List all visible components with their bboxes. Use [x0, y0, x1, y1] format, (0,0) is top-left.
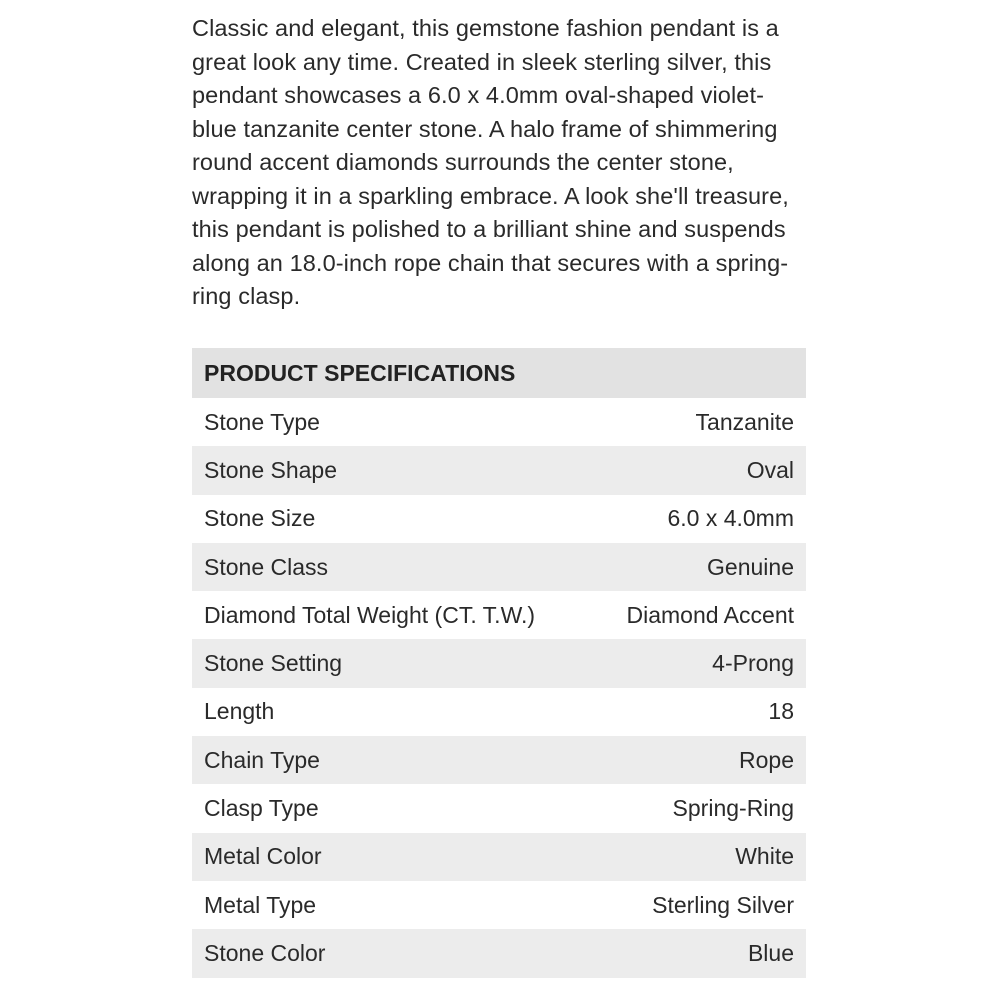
product-description	[192, 12, 812, 314]
spec-value: Sterling Silver	[652, 891, 794, 918]
spec-label: Stone Size	[204, 505, 316, 532]
spec-label: Length	[204, 698, 275, 725]
description-line: pendant showcases a 6.0 x 4.0mm oval-shaped violet-	[192, 82, 765, 108]
spec-row-clasp-type	[192, 784, 806, 832]
spec-row-stone-shape	[192, 446, 806, 494]
specifications-title: PRODUCT SPECIFICATIONS	[192, 348, 806, 398]
spec-label: Stone Color	[204, 939, 326, 966]
spec-label: Stone Class	[204, 553, 329, 580]
spec-row-diamond-total-weight	[192, 591, 806, 639]
spec-row-length	[192, 688, 806, 736]
spec-value: Blue	[747, 939, 794, 966]
spec-value: Diamond Accent	[626, 601, 794, 628]
description-line: this pendant is polished to a brilliant shine and suspends	[192, 216, 786, 242]
spec-value: Genuine	[707, 553, 794, 580]
spec-label: Stone Setting	[204, 650, 343, 677]
description-line: great look any time. Created in sleek sterling silver, this	[192, 48, 772, 75]
spec-row-stone-color	[192, 929, 806, 977]
spec-row-chain-type	[192, 736, 806, 784]
spec-value: White	[735, 843, 794, 870]
spec-label: Chain Type	[204, 746, 320, 773]
description-line: round accent diamonds surrounds the center stone,	[192, 149, 734, 175]
spec-label: Stone Type	[204, 408, 320, 435]
description-line: blue tanzanite center stone. A halo frame of shimmering	[192, 115, 778, 142]
description-line: Classic and elegant, this gemstone fashion pendant is a	[192, 15, 779, 41]
spec-label: Metal Type	[204, 891, 317, 918]
product-specifications-table	[192, 348, 806, 978]
spec-label: Stone Shape	[204, 456, 338, 483]
description-line: along an 18.0-inch rope chain that secures with a spring-	[192, 249, 789, 276]
spec-row-stone-type	[192, 398, 806, 446]
description-line: ring clasp.	[192, 283, 301, 309]
spec-value: 18	[768, 698, 794, 725]
spec-row-stone-size	[192, 495, 806, 543]
spec-row-stone-class	[192, 543, 806, 591]
spec-label: Diamond Total Weight (CT. T.W.)	[204, 601, 536, 628]
spec-value: Spring-Ring	[672, 795, 794, 822]
spec-value: 6.0 x 4.0mm	[667, 505, 794, 532]
spec-row-metal-type	[192, 881, 806, 929]
spec-row-stone-setting	[192, 639, 806, 687]
spec-label: Clasp Type	[204, 795, 319, 822]
spec-value: 4-Prong	[712, 650, 794, 677]
spec-row-metal-color	[192, 833, 806, 881]
spec-label: Metal Color	[204, 843, 322, 870]
spec-value: Oval	[746, 456, 794, 483]
spec-value: Tanzanite	[695, 408, 794, 435]
spec-value: Rope	[739, 746, 794, 773]
description-line: wrapping it in a sparkling embrace. A look she'll treasure,	[192, 182, 789, 209]
